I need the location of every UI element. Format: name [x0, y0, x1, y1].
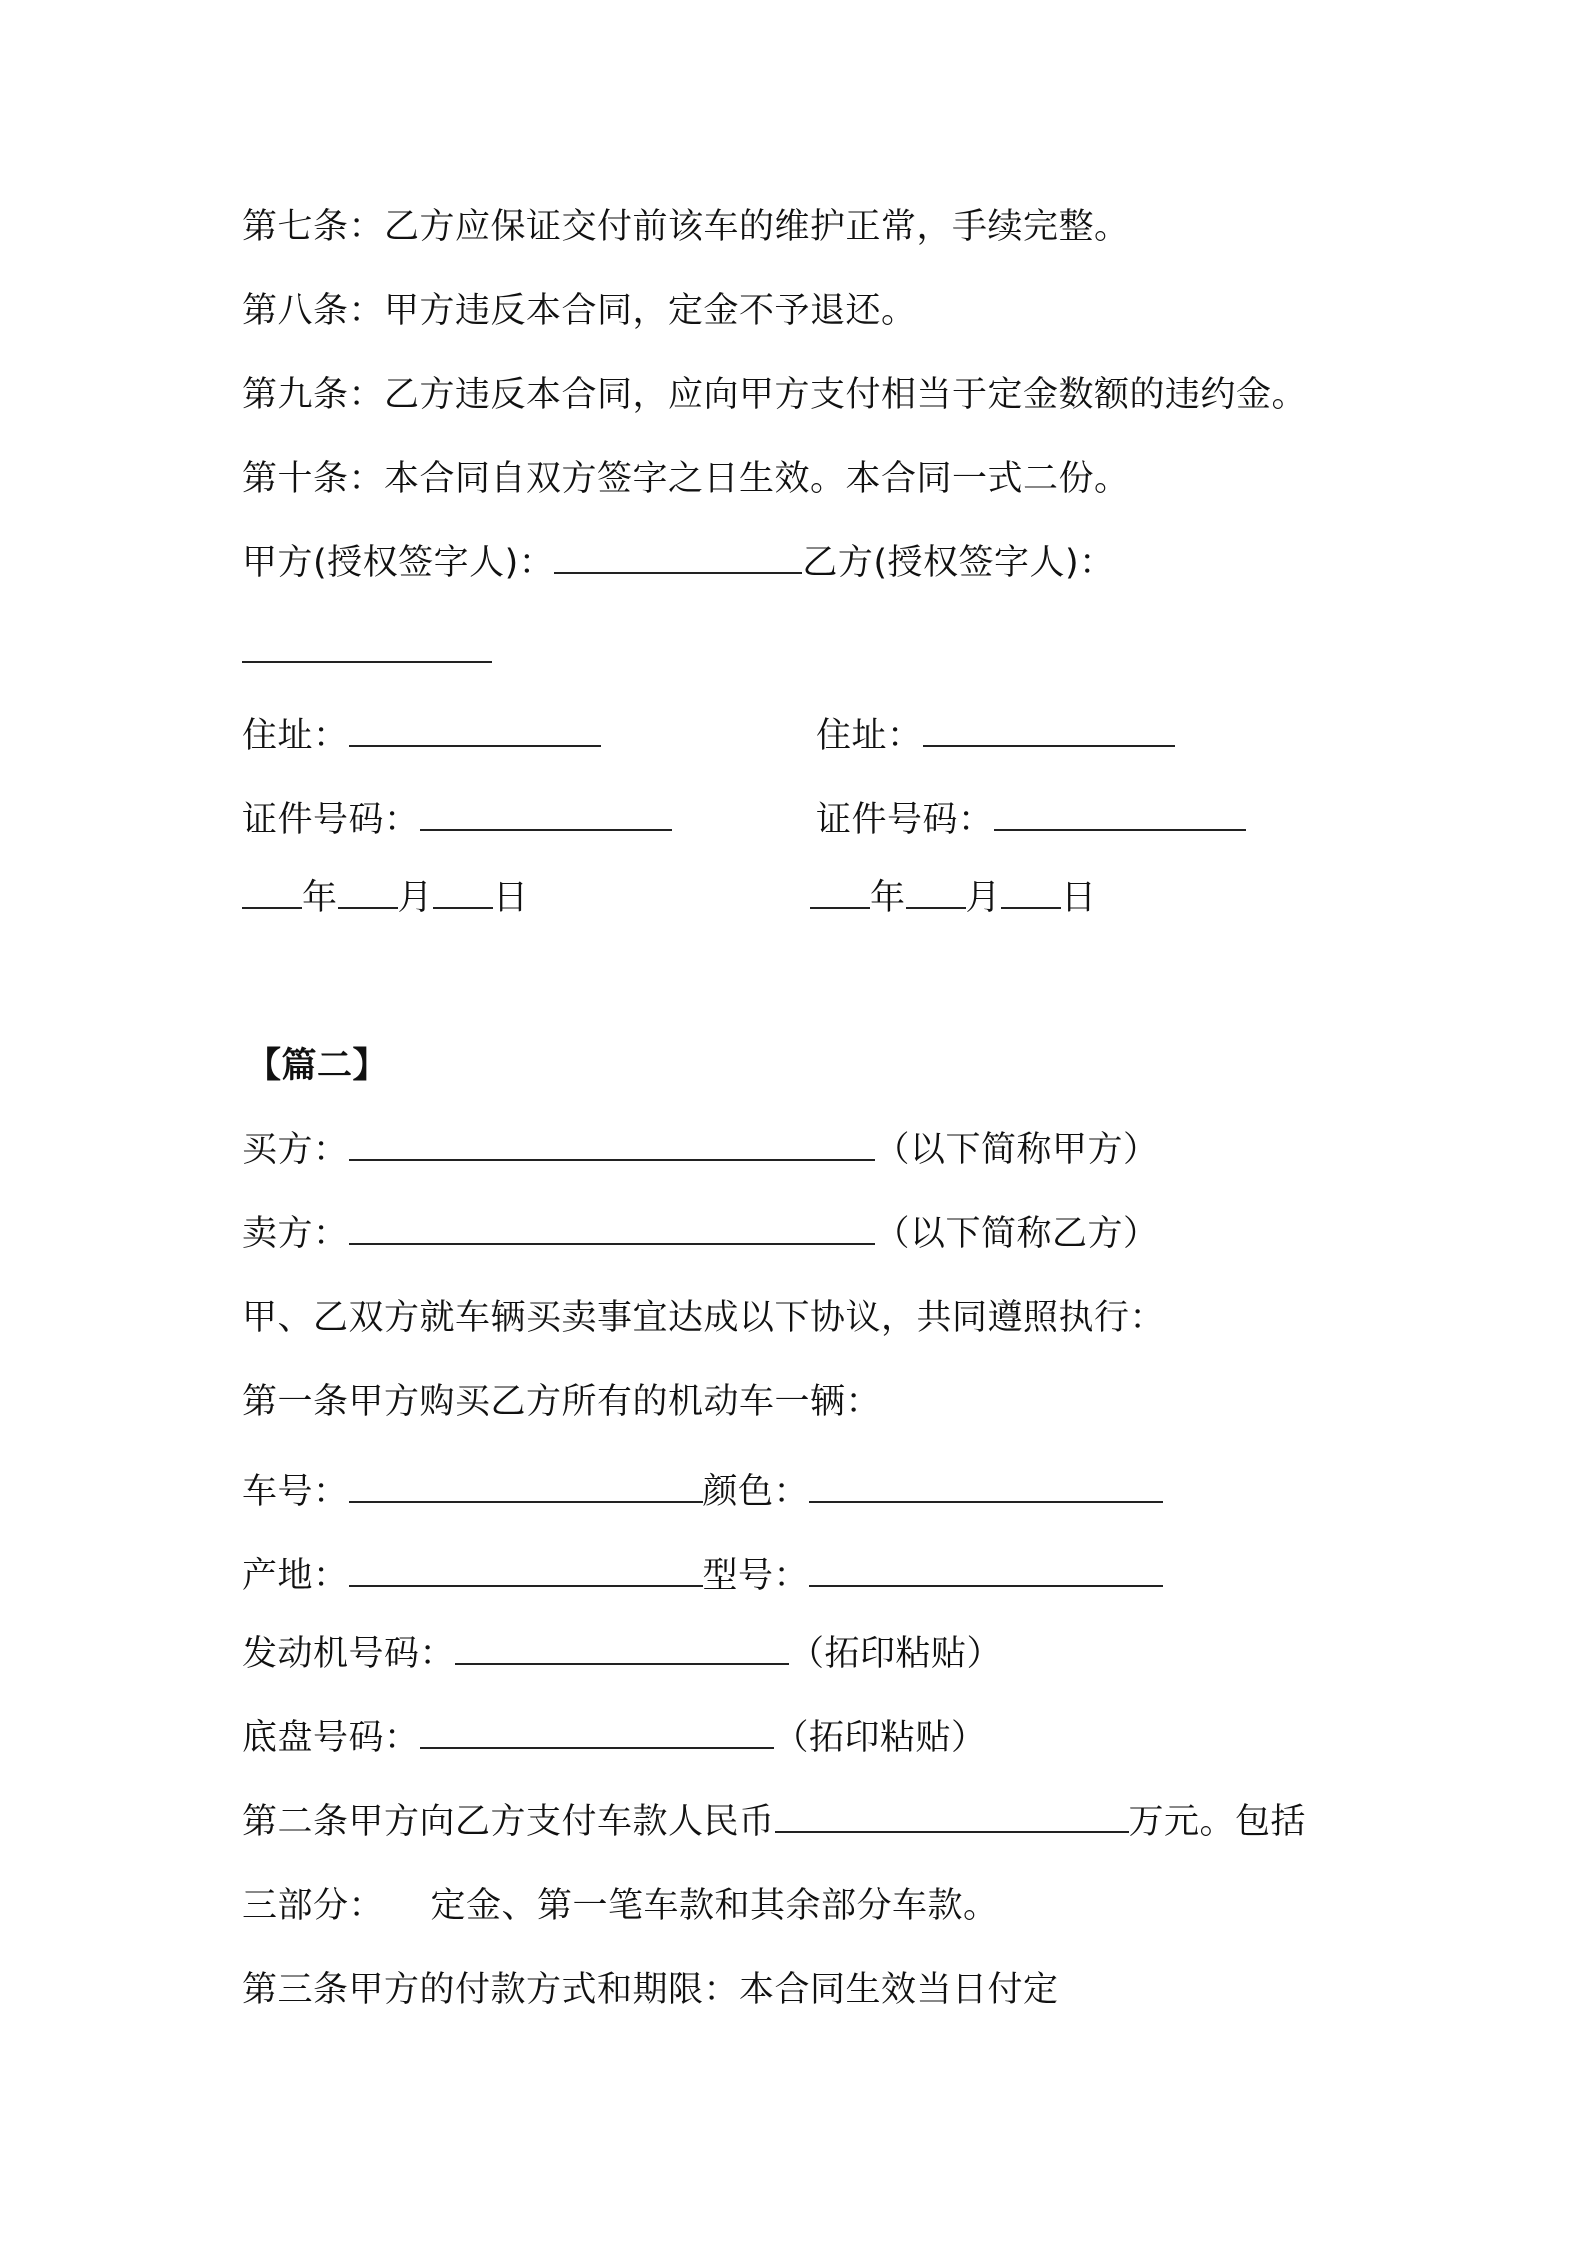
seller-line	[242, 1212, 1159, 1256]
article-7: 第七条：乙方应保证交付前该车的维护正常，手续完整。	[242, 207, 1130, 247]
date-a-year-label: 年	[302, 878, 338, 918]
chassis-suffix: （拓印粘贴）	[773, 1718, 987, 1758]
id-label-b: 证件号码：	[816, 800, 994, 840]
date-b-year-label: 年	[870, 878, 906, 918]
article-9: 第九条：乙方违反本合同，应向甲方支付相当于定金数额的违约金。	[242, 375, 1308, 415]
buyer-blank[interactable]	[349, 1129, 875, 1161]
date-b-month-blank[interactable]	[906, 877, 966, 909]
engine-label: 发动机号码：	[242, 1634, 456, 1674]
article-2	[242, 1800, 1306, 1844]
date-b	[810, 876, 1097, 920]
address-a-blank[interactable]	[349, 715, 601, 747]
model-blank[interactable]	[809, 1555, 1163, 1587]
article-3: 第三条甲方的付款方式和期限：本合同生效当日付定	[242, 1970, 1059, 2010]
seller-label: 卖方：	[242, 1214, 349, 1254]
date-a-day-label: 日	[493, 878, 529, 918]
party-b-sign-blank[interactable]	[242, 631, 492, 663]
party-a-sign-label: 甲方(授权签字人)：	[242, 543, 555, 583]
chassis-blank[interactable]	[420, 1717, 774, 1749]
party-b-sign-blank-line	[242, 630, 492, 674]
party-a-sign-blank[interactable]	[554, 542, 802, 574]
date-a-year-blank[interactable]	[242, 877, 302, 909]
article-2-suffix: 万元。包括	[1128, 1802, 1307, 1842]
article-8: 第八条：甲方违反本合同，定金不予退还。	[242, 291, 917, 331]
origin-blank[interactable]	[349, 1555, 703, 1587]
section-heading: 【篇二】	[246, 1046, 389, 1086]
date-b-month-label: 月	[965, 878, 1002, 918]
seller-blank[interactable]	[349, 1213, 875, 1245]
price-blank[interactable]	[775, 1801, 1129, 1833]
chassis-label: 底盘号码：	[242, 1718, 420, 1758]
engine-line	[242, 1632, 1002, 1676]
address-b	[816, 714, 1175, 758]
id-label-a: 证件号码：	[242, 800, 420, 840]
address-label-b: 住址：	[816, 716, 923, 756]
date-b-year-blank[interactable]	[810, 877, 870, 909]
date-b-day-label: 日	[1061, 878, 1097, 918]
chassis-line	[242, 1716, 987, 1760]
signature-line	[242, 541, 1115, 585]
origin-label: 产地：	[242, 1556, 349, 1596]
article-2-prefix: 第二条甲方向乙方支付车款人民币	[242, 1802, 775, 1842]
plate-color-line	[242, 1470, 1163, 1514]
plate-label: 车号：	[242, 1472, 349, 1512]
id-a	[242, 798, 672, 842]
date-a-day-blank[interactable]	[433, 877, 493, 909]
seller-suffix: （以下简称乙方）	[874, 1214, 1159, 1254]
origin-model-line	[242, 1554, 1163, 1598]
article-1: 第一条甲方购买乙方所有的机动车一辆：	[242, 1382, 882, 1422]
date-b-day-blank[interactable]	[1001, 877, 1061, 909]
color-blank[interactable]	[809, 1471, 1163, 1503]
date-a-month-blank[interactable]	[338, 877, 398, 909]
buyer-line	[242, 1128, 1159, 1172]
address-label-a: 住址：	[242, 716, 349, 756]
address-b-blank[interactable]	[923, 715, 1175, 747]
date-a	[242, 876, 529, 920]
engine-suffix: （拓印粘贴）	[789, 1634, 1003, 1674]
model-label: 型号：	[702, 1556, 810, 1596]
id-b	[816, 798, 1246, 842]
article-2-continued: 三部分： 定金、第一笔车款和其余部分车款。	[242, 1886, 999, 1926]
buyer-suffix: （以下简称甲方）	[874, 1130, 1159, 1170]
date-a-month-label: 月	[397, 878, 434, 918]
party-b-sign-label: 乙方(授权签字人)：	[802, 543, 1115, 583]
article-10: 第十条：本合同自双方签字之日生效。本合同一式二份。	[242, 459, 1130, 499]
id-a-blank[interactable]	[420, 799, 672, 831]
plate-blank[interactable]	[349, 1471, 703, 1503]
color-label: 颜色：	[702, 1472, 810, 1512]
engine-blank[interactable]	[455, 1633, 789, 1665]
buyer-label: 买方：	[242, 1130, 349, 1170]
id-b-blank[interactable]	[994, 799, 1246, 831]
agreement-intro: 甲、乙双方就车辆买卖事宜达成以下协议，共同遵照执行：	[242, 1298, 1166, 1338]
address-a	[242, 714, 601, 758]
